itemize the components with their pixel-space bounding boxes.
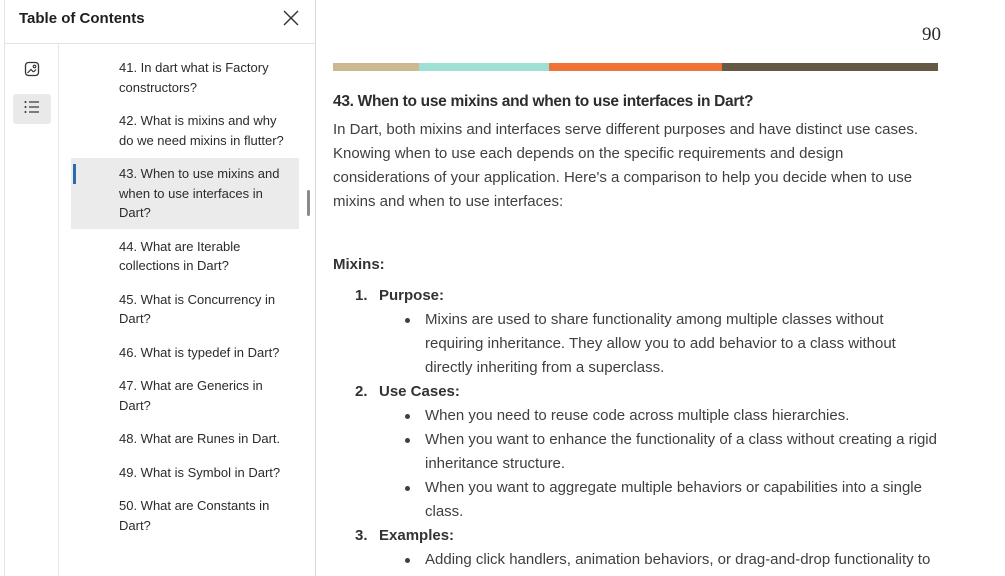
toc-item-label: 48. What are Runes in Dart. [119, 431, 281, 446]
toc-panel [4, 0, 316, 576]
list-number: 1. [355, 287, 368, 304]
toc-item-label: 42. What is mixins and why do we need mixins in flutter? [119, 113, 284, 148]
section-title: 43. When to use mixins and when to use interfaces in Dart? [333, 93, 754, 110]
toc-item[interactable] [71, 457, 299, 489]
list-icon [23, 99, 41, 120]
toc-view-button[interactable] [13, 94, 51, 124]
toc-scrollbar-thumb[interactable] [307, 190, 310, 216]
bullet-list [379, 308, 943, 380]
mixins-heading: Mixins: [333, 256, 385, 273]
list-item [355, 380, 943, 524]
toc-item[interactable] [71, 231, 299, 282]
point-label: Use Cases: [379, 383, 460, 400]
toc-item[interactable] [71, 337, 299, 369]
toc-item[interactable] [71, 423, 299, 455]
selection-indicator [73, 164, 76, 184]
bullet-item: When you want to enhance the functionality of a class without creating a rigid inheritance structure. [403, 428, 943, 476]
page-content [333, 90, 943, 572]
bullet-list [379, 404, 943, 524]
toc-item[interactable] [71, 370, 299, 421]
bullet-item: When you need to reuse code across multiple class hierarchies. [403, 404, 943, 428]
color-bar-segment-1 [333, 63, 419, 71]
points-list [333, 284, 943, 572]
toc-item-label: 41. In dart what is Factory constructors? [119, 60, 269, 95]
toc-item[interactable] [71, 490, 299, 541]
decorative-color-bar [333, 63, 938, 71]
toc-header [5, 0, 316, 44]
image-icon [24, 61, 40, 82]
color-bar-segment-2 [419, 63, 549, 71]
toc-item[interactable] [71, 52, 299, 103]
toc-item[interactable] [71, 284, 299, 335]
page-number: 90 [922, 24, 941, 45]
toc-item-label: 49. What is Symbol in Dart? [119, 464, 281, 480]
bullet-list [379, 548, 943, 572]
toc-item-label: 47. What are Generics in Dart? [119, 378, 263, 413]
intro-paragraph: In Dart, both mixins and interfaces serve different purposes and have distinct use cases. Knowing when to use each depends on the specific requirements and design considerations of your application. Here's a comparison to help you decide when to use mixins and when to use interfaces: [333, 121, 919, 210]
list-number: 2. [355, 383, 368, 400]
color-bar-segment-3 [549, 63, 722, 71]
point-label: Examples: [379, 527, 455, 544]
toc-item-label: 44. What are Iterable collections in Dart? [119, 238, 241, 273]
image-view-button[interactable] [13, 56, 51, 86]
toc-item-label: 43. When to use mixins and when to use interfaces in Dart? [119, 166, 280, 220]
list-number: 3. [355, 527, 368, 544]
toc-item-label: 50. What are Constants in Dart? [119, 498, 270, 533]
list-item [355, 284, 943, 380]
toc-rail [5, 44, 59, 576]
toc-item[interactable] [71, 158, 299, 229]
color-bar-segment-4 [722, 63, 938, 71]
bullet-item: Mixins are used to share functionality among multiple classes without requiring inheritance. They allow you to add behavior to a class without directly inheriting from a superclass. [403, 308, 943, 380]
list-item [355, 524, 943, 572]
bullet-item: When you want to aggregate multiple behaviors or capabilities into a single class. [403, 476, 943, 524]
document-page [316, 0, 1005, 576]
toc-item[interactable] [71, 105, 299, 156]
toc-list [71, 52, 299, 543]
toc-title: Table of Contents [19, 10, 145, 27]
bullet-item: Adding click handlers, animation behaviors, or drag-and-drop functionality to [403, 548, 943, 572]
toc-item-label: 45. What is Concurrency in Dart? [119, 291, 276, 326]
toc-item-label: 46. What is typedef in Dart? [119, 344, 280, 360]
point-label: Purpose: [379, 287, 445, 304]
close-icon[interactable] [281, 8, 301, 28]
